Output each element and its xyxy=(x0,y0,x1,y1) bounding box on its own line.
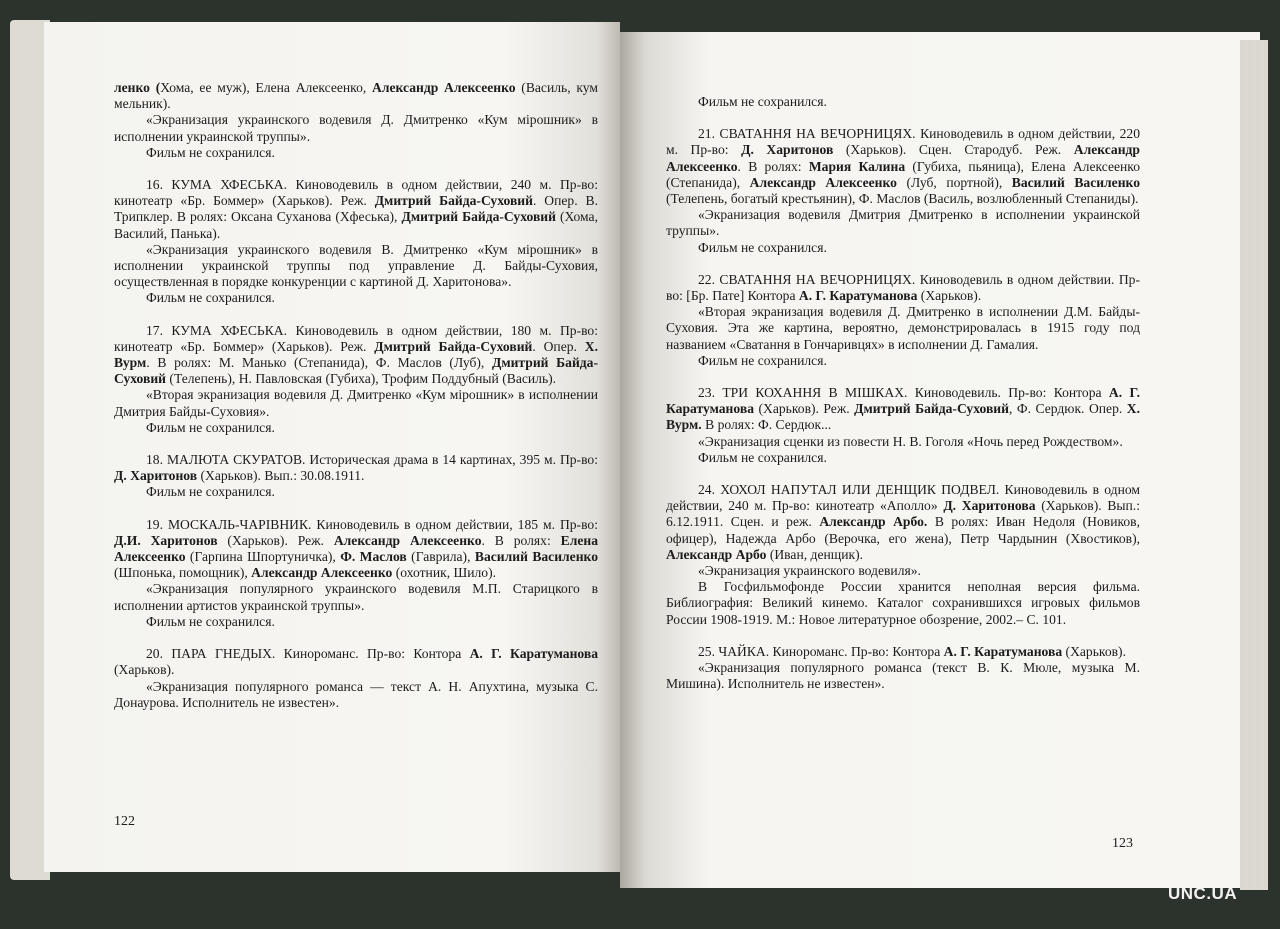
text-run: 16. КУМА ХФЕСЬКА. xyxy=(146,177,288,193)
text-paragraph xyxy=(114,581,598,613)
bold-name: Александр Алексеенко xyxy=(251,565,393,581)
text-run: (Телепень), Н. Павловская (Губиха), Трофим Поддубный (Василь). xyxy=(166,371,557,387)
bold-name: А. Г. Каратуманова xyxy=(666,385,1141,417)
text-run: Кинороманс. Пр-во: Контора xyxy=(769,643,944,659)
right-page-text xyxy=(666,94,1140,693)
bold-name: Александр Арбо. xyxy=(819,514,928,530)
text-run: Киноводевиль в одном действии, 180 м. Пр-во: кинотеатр «Бр. Боммер» (Харьков). Реж. xyxy=(114,322,598,354)
entry-heading-paragraph xyxy=(114,646,598,678)
text-paragraph xyxy=(666,207,1140,239)
text-run: Историческая драма в 14 картинах, 395 м. Пр-во: xyxy=(305,452,598,468)
text-run: «Экранизация украинского водевиля». xyxy=(698,563,921,579)
text-run: (Харьков). xyxy=(1062,643,1126,659)
text-run: . В ролях: М. Манько (Степанида), Ф. Маслов (Луб), xyxy=(146,355,492,371)
bold-name: Д. Харитонов xyxy=(741,142,834,158)
text-run: (Губиха, пьяница), Елена Алексеенко (Степанида), xyxy=(666,158,1140,190)
text-run: . В ролях: xyxy=(737,158,809,174)
bold-name: Х. Вурм. xyxy=(666,401,1140,433)
entry-heading-paragraph xyxy=(666,644,1140,660)
watermark-logo: UNC.UA xyxy=(1168,884,1238,903)
bold-name: А. Г. Каратуманова xyxy=(798,288,918,304)
bold-name: Александр Алексеенко xyxy=(333,532,482,548)
entry-heading-paragraph xyxy=(114,323,598,388)
text-paragraph xyxy=(666,304,1140,353)
bold-name: Д. Харитонова xyxy=(943,498,1036,514)
bold-name: А. Г. Каратуманова xyxy=(469,646,599,662)
bold-name: Александр Алексеенко xyxy=(749,174,897,190)
text-run: 24. ХОХОЛ НАПУТАЛ ИЛИ ДЕНЩИК ПОДВЕЛ. xyxy=(698,482,1000,498)
entry-heading-paragraph xyxy=(666,482,1140,563)
bold-name: Дмитрий Байда-Суховий xyxy=(401,209,556,225)
text-run: Фильм не сохранился. xyxy=(146,144,275,160)
text-run: (Харьков). Реж. xyxy=(217,532,334,548)
text-paragraph xyxy=(114,80,598,112)
text-paragraph xyxy=(114,112,598,144)
text-run: «Экранизация популярного романса (текст В. К. Мюле, музыка М. Мишина). Исполнитель не известен». xyxy=(666,660,1140,692)
entry-heading-paragraph xyxy=(114,517,598,582)
bold-name: Елена Алексеенко xyxy=(114,532,599,565)
text-paragraph xyxy=(666,660,1140,692)
text-run: (Гарпина Шпортуничка), xyxy=(185,549,341,565)
text-run: (Харьков). xyxy=(114,662,175,678)
text-paragraph xyxy=(114,242,598,291)
page-number-right: 123 xyxy=(1112,836,1133,851)
text-paragraph xyxy=(114,679,598,711)
bold-name: Мария Калина xyxy=(808,158,906,174)
text-run: Киноводевиль в одном действии, 220 м. Пр-во: xyxy=(666,126,1141,158)
text-paragraph xyxy=(114,484,598,500)
text-run: (Телепень, богатый крестьянин), Ф. Маслов (Василь, возлюбленный Степаниды). xyxy=(666,191,1139,207)
text-run: . Опер. В. Трипклер. В ролях: Оксана Суханова (Хфеська), xyxy=(114,193,598,225)
text-run: Киноводевиль в одном действии, 240 м. Пр-во: кинотеатр «Аполло» xyxy=(666,482,1140,514)
text-run: Фильм не сохранился. xyxy=(146,484,275,500)
text-run: Киноводевиль в одном действии. Пр-во: [Бр. Пате] Контора xyxy=(666,271,1141,304)
entry-heading-paragraph xyxy=(666,272,1140,304)
text-run: В ролях: Иван Недоля (Новиков, офицер), Надежда Арбо (Верочка, его жена), Петр Чардынин (Хвостиков), xyxy=(666,514,1140,546)
text-paragraph xyxy=(666,450,1140,466)
text-run: Киноводевиль. Пр-во: Контора xyxy=(907,385,1109,401)
text-run: , Ф. Сердюк. Опер. xyxy=(1008,401,1127,417)
text-run: 21. СВАТАННЯ НА ВЕЧОРНИЦЯХ. xyxy=(698,126,916,142)
entry-heading-paragraph xyxy=(666,385,1140,434)
bold-name: Александр Арбо xyxy=(666,546,767,562)
text-run: (Харьков). Сцен. Стародуб. Реж. xyxy=(833,142,1074,158)
bold-name: Дмитрий Байда-Суховий xyxy=(114,355,598,387)
text-run: Фильм не сохранился. xyxy=(698,352,827,368)
text-run: 17. КУМА ХФЕСЬКА. xyxy=(146,322,288,338)
text-run: Фильм не сохранился. xyxy=(698,239,827,255)
text-paragraph xyxy=(114,387,598,419)
text-run: «Экранизация водевиля Дмитрия Дмитренко в исполнении украинской труппы». xyxy=(666,207,1140,239)
text-run: «Экранизация украинского водевиля В. Дмитренко «Кум мірошник» в исполнении украинской труппы под управление Д. Байды-Суховия, осуществленная в порядке конкуренции с картиной Д. Харитонова». xyxy=(114,241,598,290)
text-run: Хома, ее муж), Елена Алексеенко, xyxy=(160,80,373,95)
text-paragraph xyxy=(114,614,598,630)
text-paragraph xyxy=(666,563,1140,579)
text-run: «Экранизация украинского водевиля Д. Дмитренко «Кум мірошник» в исполнении украинской труппы». xyxy=(114,112,598,144)
text-run: Киноводевиль в одном действии, 240 м. Пр-во: кинотеатр «Бр. Боммер» (Харьков). Реж. xyxy=(114,177,598,209)
text-run: «Экранизация популярного романса — текст А. Н. Апухтина, музыка С. Донаурова. Исполнитель не известен». xyxy=(114,678,598,710)
text-paragraph xyxy=(666,434,1140,450)
text-run: . Опер. xyxy=(532,338,585,354)
text-run: 25. ЧАЙКА. xyxy=(698,643,770,659)
entry-heading-paragraph xyxy=(114,177,598,242)
text-run: (Гаврила), xyxy=(406,549,475,565)
entry-heading-paragraph xyxy=(666,126,1140,207)
text-run: «Экранизация сценки из повести Н. В. Гоголя «Ночь перед Рождеством». xyxy=(698,433,1123,449)
text-run: В ролях: Ф. Сердюк... xyxy=(701,417,832,433)
text-run: (Харьков). Реж. xyxy=(754,401,855,417)
text-run: В Госфильмофонде России хранится неполная версия фильма. Библиография: Великий кинемо. Каталог сохранившихся игровых фильмов России 1908-1919. М.: Новое литературное обозрение, 2002.– С. 101. xyxy=(666,579,1140,627)
text-run: «Экранизация популярного украинского водевиля М.П. Старицкого в исполнении артистов украинской труппы». xyxy=(114,581,598,613)
entry-heading-paragraph xyxy=(114,452,598,484)
page-number-left: 122 xyxy=(114,814,135,829)
text-run: Фильм не сохранился. xyxy=(698,94,827,109)
text-run: (Хома, Василий, Панька). xyxy=(114,209,598,241)
bold-name: Ф. Маслов xyxy=(340,549,407,565)
text-run: «Вторая экранизация водевиля Д. Дмитренко в исполнении Д.М. Байды-Суховия. Эта же картина, вероятно, демонстрировалась в 1915 году под названием «Сватання в Гончаривцях» в исполнении Д. Гамалия. xyxy=(666,304,1140,352)
text-paragraph xyxy=(666,579,1140,628)
bold-name: Д.И. Харитонов xyxy=(114,532,218,548)
bold-name: Дмитрий Байда-Суховий xyxy=(374,338,533,354)
text-paragraph xyxy=(114,420,598,436)
text-run: (Шпонька, помощник), xyxy=(114,565,252,581)
bold-name: ленко ( xyxy=(114,80,161,95)
text-run: (Луб, портной), xyxy=(896,174,1012,190)
text-run: (Харьков). xyxy=(917,288,982,304)
text-run: «Вторая экранизация водевиля Д. Дмитренко «Кум мірошник» в исполнении Дмитрия Байды-Суховия». xyxy=(114,387,598,419)
text-run: 23. ТРИ КОХАННЯ В МІШКАХ. xyxy=(698,385,908,401)
bold-name: А. Г. Каратуманова xyxy=(943,643,1063,659)
text-run: (Иван, денщик). xyxy=(766,546,864,562)
bold-name: Д. Харитонов xyxy=(114,468,198,484)
text-run: Фильм не сохранился. xyxy=(698,449,827,465)
text-paragraph xyxy=(114,290,598,306)
right-page-edges xyxy=(1240,40,1268,890)
bold-name: Василий Василенко xyxy=(474,549,598,565)
bold-name: Александр Алексеенко xyxy=(372,80,516,95)
text-run: Киноводевиль в одном действии, 185 м. Пр-во: xyxy=(311,516,598,532)
text-run: (Харьков). Вып.: 30.08.1911. xyxy=(197,468,365,484)
text-run: Фильм не сохранился. xyxy=(146,419,275,435)
bold-name: Дмитрий Байда-Суховий xyxy=(374,193,533,209)
text-run: 18. МАЛЮТА СКУРАТОВ. xyxy=(146,452,306,468)
text-run: 19. МОСКАЛЬ-ЧАРІВНИК. xyxy=(146,516,312,532)
text-run: . В ролях: xyxy=(481,532,561,548)
bold-name: Василий Василенко xyxy=(1011,174,1141,190)
text-run: Фильм не сохранился. xyxy=(146,613,275,629)
bold-name: Дмитрий Байда-Суховий xyxy=(854,401,1009,417)
text-run: Фильм не сохранился. xyxy=(146,290,275,306)
left-page-text xyxy=(114,80,598,711)
text-run: (Василь, кум мельник). xyxy=(114,80,599,112)
bold-name: Х. Вурм xyxy=(114,338,598,371)
text-paragraph xyxy=(114,145,598,161)
bold-name: Александр Алексеенко xyxy=(666,142,1140,174)
text-paragraph xyxy=(666,353,1140,369)
text-paragraph xyxy=(666,94,1140,110)
text-paragraph xyxy=(666,240,1140,256)
text-run: (Харьков). Вып.: 6.12.1911. Сцен. и реж. xyxy=(666,498,1140,530)
text-run: 22. СВАТАННЯ НА ВЕЧОРНИЦЯХ. xyxy=(698,271,916,287)
text-run: Кинороманс. Пр-во: Контора xyxy=(275,646,470,662)
text-run: 20. ПАРА ГНЕДЫХ. xyxy=(146,646,276,662)
text-run: (охотник, Шило). xyxy=(392,565,496,581)
